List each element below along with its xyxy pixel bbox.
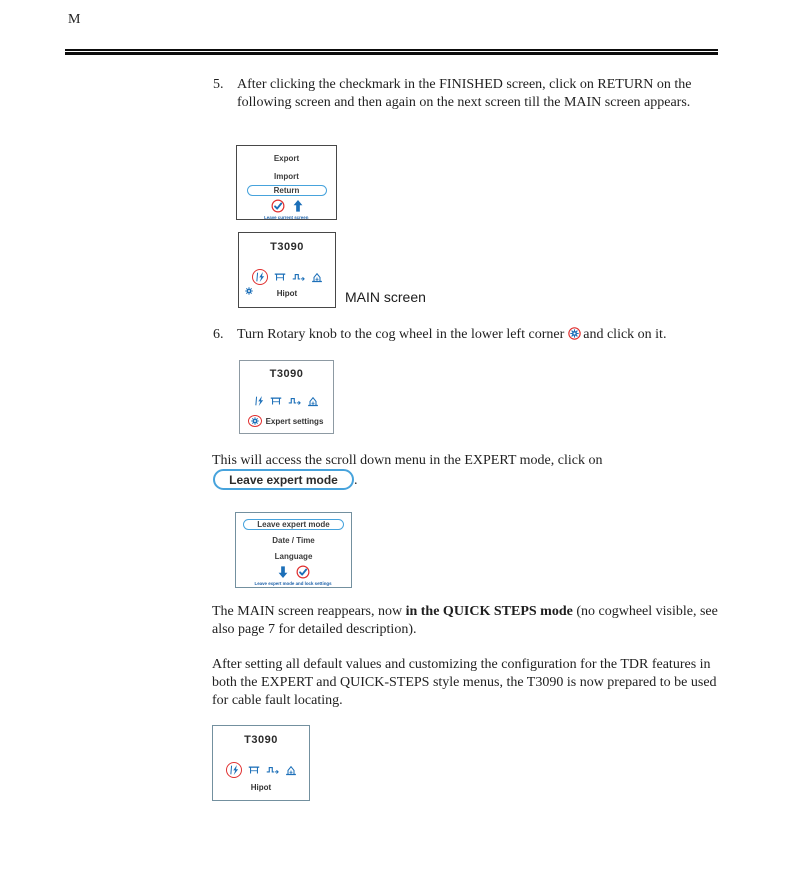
hipot-selection-ring [252, 269, 268, 285]
menu-item-language: Language [274, 552, 313, 561]
header-letter: M [68, 12, 81, 27]
station-mode-icon [307, 395, 319, 407]
gear-icon [245, 287, 253, 295]
paragraph-expert-access: This will access the scroll down menu in the EXPERT mode, click on [212, 453, 603, 468]
sentence-period: . [354, 473, 358, 488]
tdr-mode-icon [270, 395, 282, 407]
device-title: T3090 [244, 734, 278, 746]
step-6-text-after: and click on it. [583, 327, 667, 342]
down-arrow-icon [278, 566, 288, 578]
figure-caption-main-screen: MAIN screen [345, 289, 426, 305]
header-rule [65, 49, 718, 55]
menu-item-return-selected: Return [247, 185, 327, 196]
mode-label: Hipot [276, 289, 298, 298]
confirm-check-icon [271, 199, 285, 213]
pulse-mode-icon [288, 395, 301, 407]
menu-item-import: Import [274, 172, 299, 181]
menu-item-export: Export [273, 154, 300, 163]
figure-expert-menu-screen [235, 512, 352, 588]
step-6-number: 6. [213, 327, 224, 342]
up-arrow-icon [293, 200, 303, 212]
leave-expert-mode-button: Leave expert mode [213, 469, 354, 490]
hipot-icon [255, 271, 265, 283]
device-title: T3090 [270, 241, 304, 253]
step-5-text: After clicking the checkmark in the FINISHED screen, click on RETURN on the following screen and then again on the next screen till the MAIN screen appears. [237, 77, 692, 110]
figure-main-screen [238, 232, 336, 308]
gear-icon [251, 417, 259, 425]
screen-hint: Leave current screen [264, 215, 309, 220]
step-6-text [237, 326, 666, 344]
leave-expert-mode-row [213, 469, 358, 490]
figure-return-screen [236, 145, 337, 220]
tdr-mode-icon [274, 271, 286, 283]
mode-label: Expert settings [265, 416, 324, 426]
station-mode-icon [311, 271, 323, 283]
pulse-mode-icon [266, 764, 279, 776]
hipot-icon [229, 764, 239, 776]
hipot-selection-ring [226, 762, 242, 778]
mode-label: Hipot [250, 783, 272, 792]
paragraph-closing: After setting all default values and customizing the configuration for the TDR features in both the EXPERT and QUICK-STEPS style menus, the T3090 is now prepared to be used for cable fault locating. [212, 657, 717, 708]
pulse-mode-icon [292, 271, 305, 283]
figure-final-screen [212, 725, 310, 801]
device-title: T3090 [269, 368, 304, 380]
hipot-icon [254, 395, 264, 407]
menu-item-leave-expert-selected: Leave expert mode [243, 519, 344, 530]
menu-item-date-time: Date / Time [272, 536, 315, 545]
confirm-check-icon [296, 565, 310, 579]
tdr-mode-icon [248, 764, 260, 776]
step-5-number: 5. [213, 77, 224, 92]
main-reappears-bold: in the QUICK STEPS mode [405, 604, 573, 619]
step-6-text-before: Turn Rotary knob to the cog wheel in the lower left corner [237, 327, 565, 342]
step-5 [213, 76, 713, 112]
main-reappears-after: (no cogwheel visible, see also page 7 for detailed description). [212, 604, 718, 637]
figure-expert-screen [239, 360, 334, 434]
cogwheel-in-circle-icon [568, 327, 581, 340]
station-mode-icon [285, 764, 297, 776]
paragraph-main-reappears [212, 603, 724, 639]
gear-selection-ring [248, 415, 262, 427]
main-reappears-before: The MAIN screen reappears, now [212, 604, 406, 619]
step-6 [213, 326, 783, 344]
screen-hint: Leave expert mode and lock settings [254, 581, 333, 586]
